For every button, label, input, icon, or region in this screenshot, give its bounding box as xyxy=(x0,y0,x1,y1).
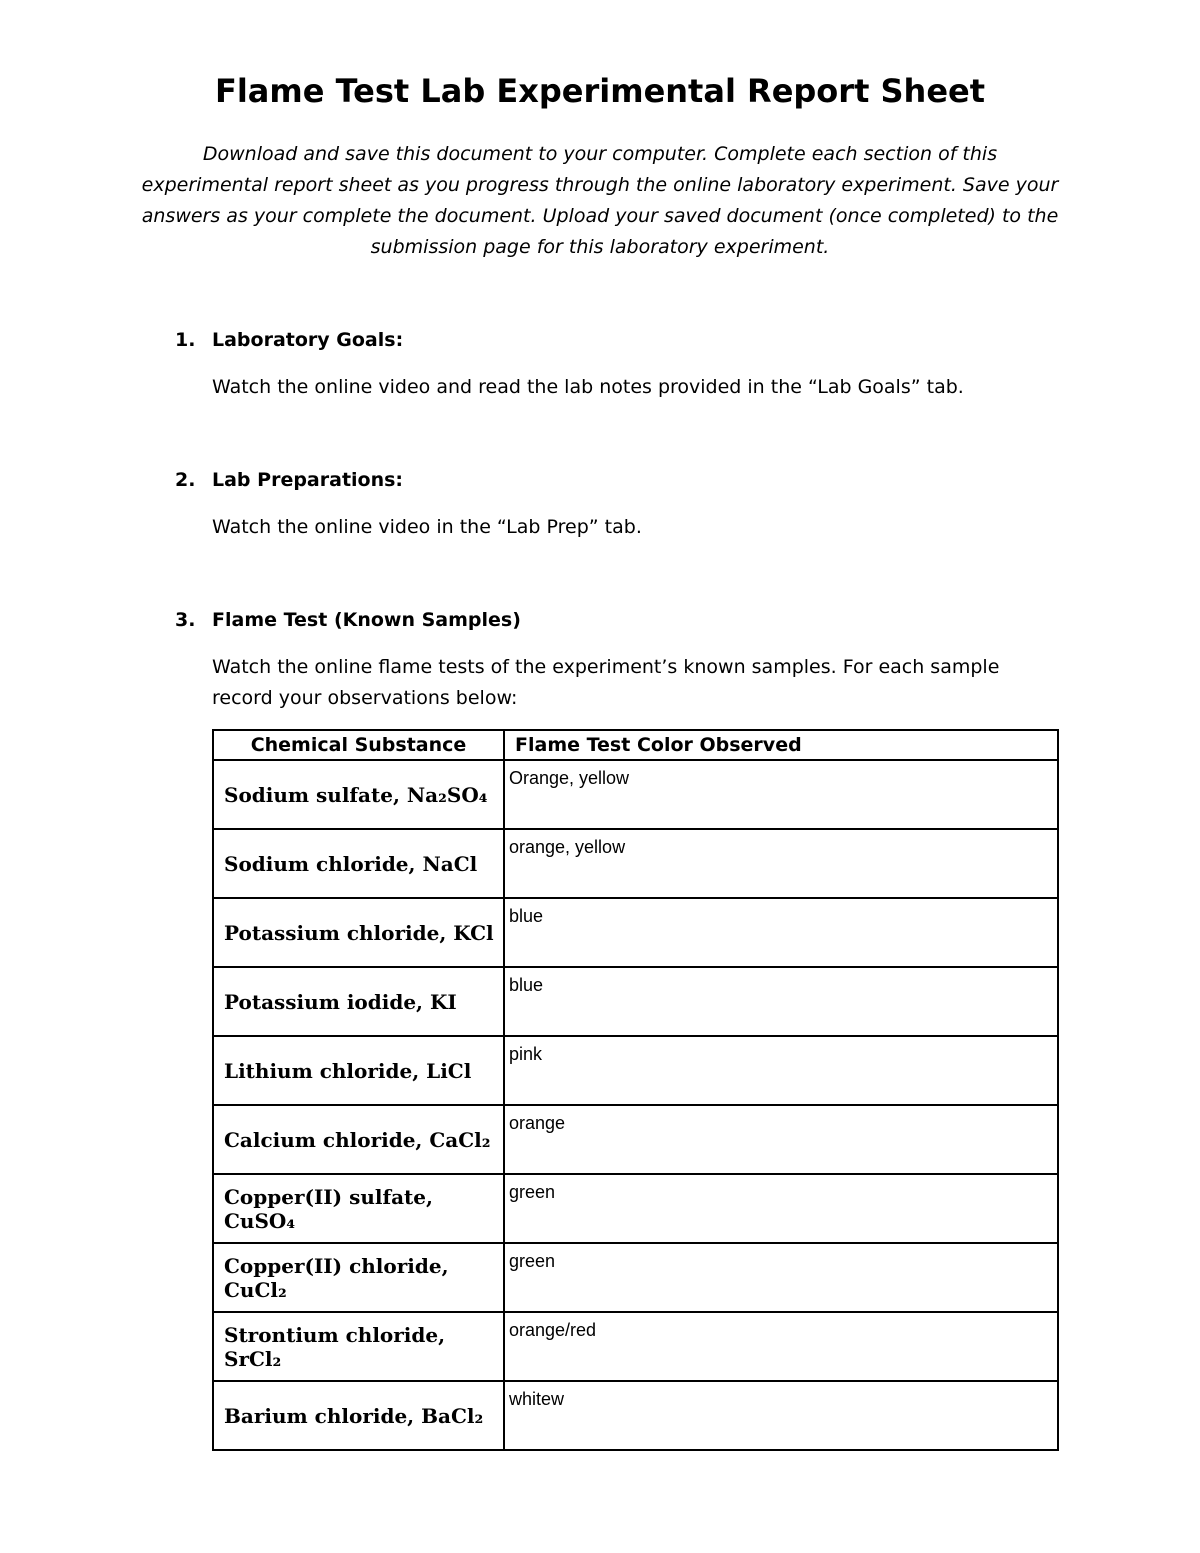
section-body: Watch the online video and read the lab notes provided in the “Lab Goals” tab. xyxy=(212,376,964,398)
table-row xyxy=(213,760,1058,829)
table-row xyxy=(213,967,1058,1036)
color-observed-cell[interactable]: orange/red xyxy=(504,1312,1058,1381)
section-lab-preparations xyxy=(175,466,1075,543)
substance-cell: Potassium iodide, KI xyxy=(213,967,504,1036)
substance-cell: Sodium sulfate, Na₂SO₄ xyxy=(213,760,504,829)
table-row xyxy=(213,1381,1058,1450)
substance-cell: Barium chloride, BaCl₂ xyxy=(213,1381,504,1450)
substance-cell: Copper(II) sulfate, CuSO₄ xyxy=(213,1174,504,1243)
color-observed-cell[interactable]: blue xyxy=(504,967,1058,1036)
table-row xyxy=(213,1174,1058,1243)
observations-table xyxy=(212,729,1059,1451)
table-header-row xyxy=(213,730,1058,760)
substance-cell: Lithium chloride, LiCl xyxy=(213,1036,504,1105)
substance-cell: Sodium chloride, NaCl xyxy=(213,829,504,898)
section-flame-test xyxy=(175,606,1075,714)
section-heading: Flame Test (Known Samples) xyxy=(212,609,521,631)
section-body: Watch the online flame tests of the experiment’s known samples. For each sample record your observations below: xyxy=(212,656,1000,709)
section-body: Watch the online video in the “Lab Prep” tab. xyxy=(212,516,642,538)
section-heading: Laboratory Goals: xyxy=(212,329,404,351)
table-row xyxy=(213,1036,1058,1105)
color-observed-cell[interactable]: orange, yellow xyxy=(504,829,1058,898)
table-row xyxy=(213,829,1058,898)
table-row xyxy=(213,1105,1058,1174)
substance-cell: Potassium chloride, KCl xyxy=(213,898,504,967)
color-observed-cell[interactable]: Orange, yellow xyxy=(504,760,1058,829)
substance-cell: Strontium chloride, SrCl₂ xyxy=(213,1312,504,1381)
color-observed-cell[interactable]: blue xyxy=(504,898,1058,967)
color-observed-cell[interactable]: whitew xyxy=(504,1381,1058,1450)
section-number: 2. xyxy=(175,469,196,491)
section-laboratory-goals xyxy=(175,326,1075,403)
color-observed-cell[interactable]: green xyxy=(504,1243,1058,1312)
header-flame-color: Flame Test Color Observed xyxy=(504,730,1058,760)
intro-paragraph: Download and save this document to your computer. Complete each section of this experimental report sheet as you progress through the online laboratory experiment. Save your answers as your complete the document. Upload your saved document (once completed) to the submission page for this laboratory experiment. xyxy=(141,143,1059,258)
substance-cell: Copper(II) chloride, CuCl₂ xyxy=(213,1243,504,1312)
table-row xyxy=(213,1243,1058,1312)
document-title: Flame Test Lab Experimental Report Sheet xyxy=(214,72,986,110)
header-chemical-substance: Chemical Substance xyxy=(213,730,504,760)
color-observed-cell[interactable]: pink xyxy=(504,1036,1058,1105)
section-number: 1. xyxy=(175,329,196,351)
table-row xyxy=(213,898,1058,967)
table-row xyxy=(213,1312,1058,1381)
substance-cell: Calcium chloride, CaCl₂ xyxy=(213,1105,504,1174)
section-number: 3. xyxy=(175,609,196,631)
color-observed-cell[interactable]: green xyxy=(504,1174,1058,1243)
section-heading: Lab Preparations: xyxy=(212,469,404,491)
color-observed-cell[interactable]: orange xyxy=(504,1105,1058,1174)
